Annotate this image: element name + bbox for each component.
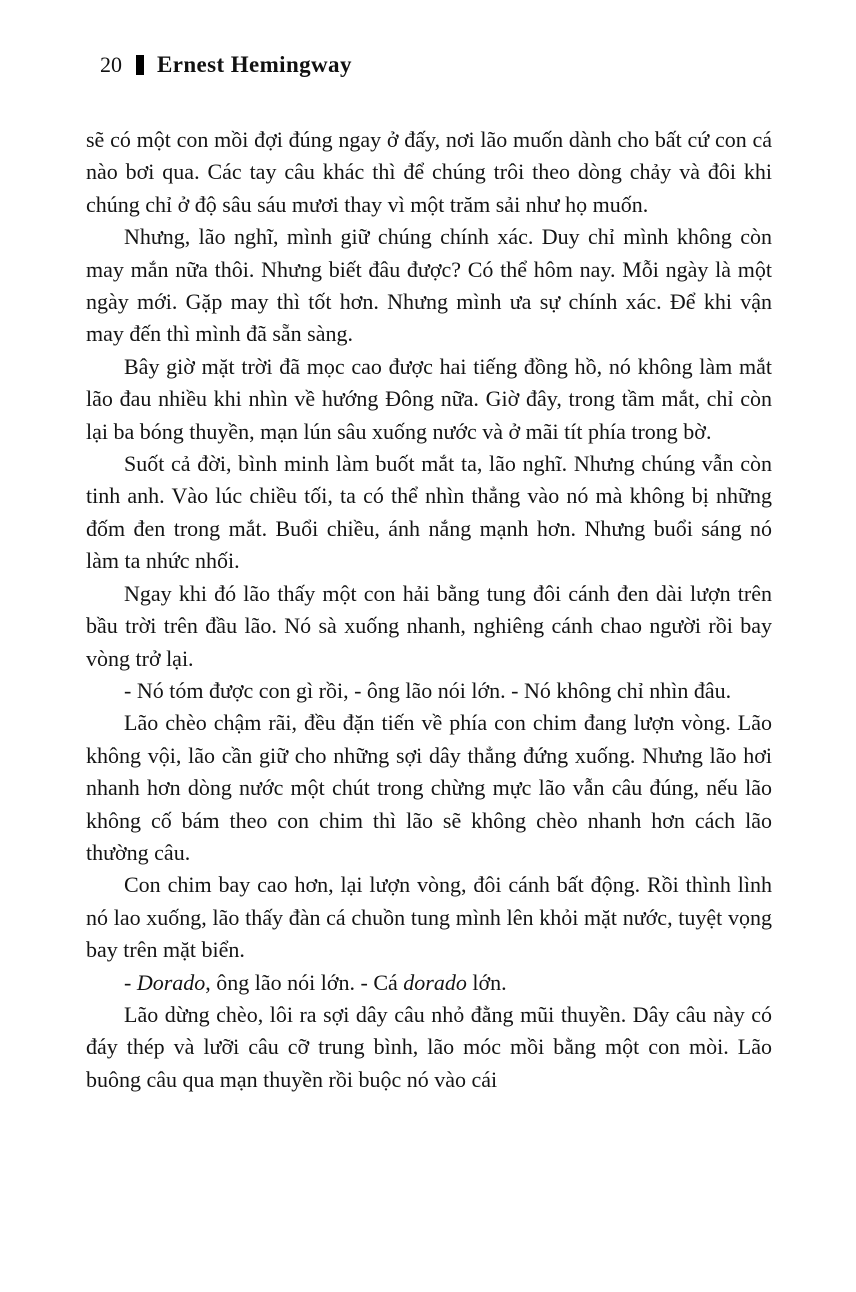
text-segment: Suốt cả đời, bình minh làm buốt mắt ta, lão nghĩ. Nhưng chúng vẫn còn tinh anh. Vào lúc chiều tối, ta có thể nhìn thẳng vào nó mà không bị những đốm đen trong mắt. Buổi chiều, ánh nắng mạnh hơn. Nhưng buổi sáng nó làm ta nhức nhối. bbox=[86, 451, 772, 574]
text-segment: Nhưng, lão nghĩ, mình giữ chúng chính xác. Duy chỉ mình không còn may mắn nữa thôi. Nhưng biết đâu được? Có thể hôm nay. Mỗi ngày là một ngày mới. Gặp may thì tốt hơn. Nhưng mình ưa sự chính xác. Để khi vận may đến thì mình đã sẵn sàng. bbox=[86, 224, 772, 347]
text-segment: Con chim bay cao hơn, lại lượn vòng, đôi cánh bất động. Rồi thình lình nó lao xuống, lão thấy đàn cá chuồn tung mình lên khỏi mặt nước, tuyệt vọng bay trên mặt biển. bbox=[86, 872, 772, 963]
paragraph bbox=[86, 448, 772, 578]
header-separator-bar bbox=[136, 55, 144, 75]
page-number: 20 bbox=[100, 52, 122, 77]
paragraph bbox=[86, 869, 772, 966]
text-segment: Lão chèo chậm rãi, đều đặn tiến về phía con chim đang lượn vòng. Lão không vội, lão cần giữ cho những sợi dây thẳng đứng xuống. Nhưng lão hơi nhanh hơn dòng nước một chút trong chừng mực lão vẫn câu đúng, nếu lão không cố bám theo con chim thì lão sẽ không chèo nhanh hơn cách lão thường câu. bbox=[86, 710, 772, 865]
text-segment: , ông lão nói lớn. - Cá bbox=[205, 969, 404, 995]
text-segment: - bbox=[124, 969, 137, 995]
paragraph bbox=[86, 967, 772, 999]
paragraph bbox=[86, 351, 772, 448]
paragraph bbox=[86, 221, 772, 351]
text-segment: Bây giờ mặt trời đã mọc cao được hai tiếng đồng hồ, nó không làm mắt lão đau nhiều khi nhìn về hướng Đông nữa. Giờ đây, trong tầm mắt, chỉ còn lại ba bóng thuyền, mạn lún sâu xuống nước và ở mãi tít phía trong bờ. bbox=[86, 353, 772, 444]
running-head-author: Ernest Hemingway bbox=[157, 52, 352, 77]
text-segment: - Nó tóm được con gì rồi, - ông lão nói lớn. - Nó không chỉ nhìn đâu. bbox=[124, 677, 732, 703]
italic-text-segment: Dorado bbox=[136, 969, 206, 995]
paragraph bbox=[86, 124, 772, 221]
paragraph bbox=[86, 675, 772, 707]
paragraph bbox=[86, 707, 772, 869]
text-segment: sẽ có một con mồi đợi đúng ngay ở đấy, nơi lão muốn dành cho bất cứ con cá nào bơi qua. Các tay câu khác thì để chúng trôi theo dòng chảy và đôi khi chúng chỉ ở độ sâu sáu mươi thay vì một trăm sải như họ muốn. bbox=[86, 127, 772, 217]
text-segment: Ngay khi đó lão thấy một con hải bằng tung đôi cánh đen dài lượn trên bầu trời trên đầu lão. Nó sà xuống nhanh, nghiêng cánh chao người rồi bay vòng trở lại. bbox=[86, 580, 772, 671]
text-segment: lớn. bbox=[466, 969, 507, 995]
text-segment: Lão dừng chèo, lôi ra sợi dây câu nhỏ đằng mũi thuyền. Dây câu này có đáy thép và lưỡi câu cỡ trung bình, lão móc mồi bằng một con mòi. Lão buông câu qua mạn thuyền rồi buộc nó vào cái bbox=[86, 1001, 772, 1092]
page-header bbox=[100, 52, 772, 78]
body-text bbox=[86, 124, 772, 1096]
paragraph bbox=[86, 999, 772, 1096]
italic-text-segment: dorado bbox=[403, 969, 467, 995]
paragraph bbox=[86, 578, 772, 675]
